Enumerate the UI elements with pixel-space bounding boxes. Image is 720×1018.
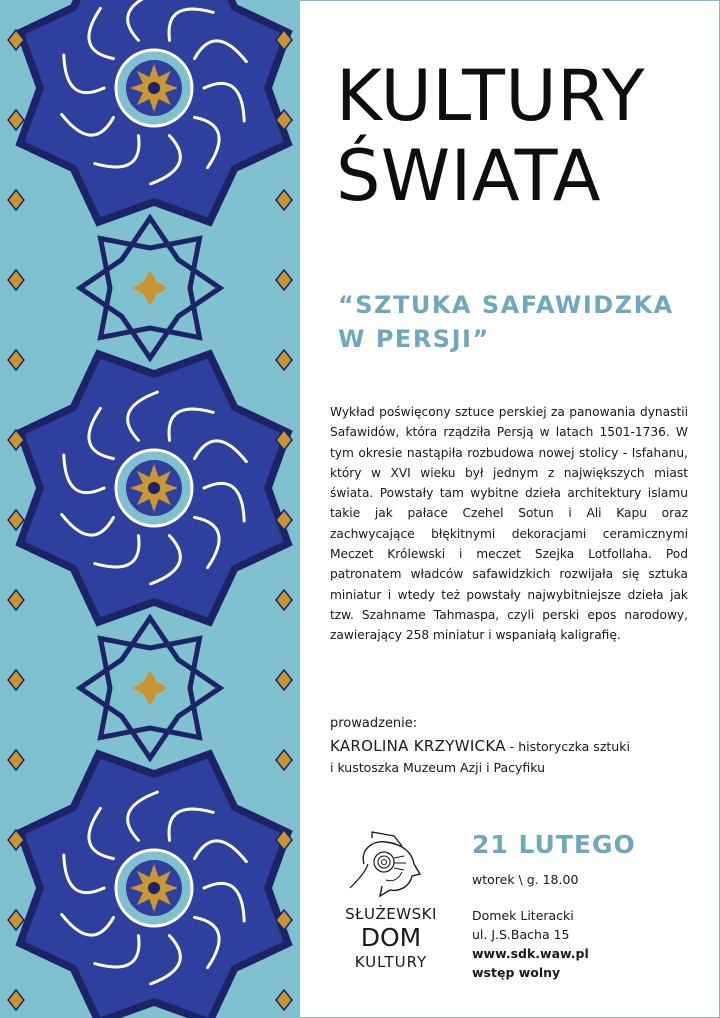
tile-rosette-center	[148, 482, 160, 494]
lecturer-role: - historyczka sztuki	[505, 739, 630, 754]
lecturer-name: KAROLINA KRZYWICKA	[330, 737, 506, 755]
entry-info: wstęp wolny	[472, 965, 561, 980]
lecturer-affiliation: i kustoszka Muzeum Azji i Pacyfiku	[330, 760, 546, 775]
lecture-title	[338, 288, 708, 356]
event-date: 21 LUTEGO	[472, 830, 636, 859]
lead-label: prowadzenie:	[330, 716, 418, 731]
poster-title	[336, 56, 645, 216]
lecture-title-line-1: “SZTUKA SAFAWIDZKA	[338, 291, 674, 319]
venue-name: Domek Literacki	[472, 908, 574, 923]
tile-rosette-center	[148, 82, 160, 94]
event-location	[472, 906, 589, 982]
title-line-2: ŚWIATA	[336, 135, 601, 217]
lecture-title-line-2: W PERSJI”	[338, 325, 490, 353]
tile-pattern-image	[0, 0, 300, 1018]
sdk-logo-icon	[342, 830, 438, 900]
website-link[interactable]: www.sdk.waw.pl	[472, 946, 589, 961]
lead-line-1	[330, 737, 710, 755]
lecture-description: Wykład poświęcony sztuce perskiej za panowania dynastii Safawidów, która rządziła Persją w latach 1501-1736. W tym okresie nastąpiła rozbudowa nowej stolicy - Isfahanu, który w XVI wieku był jednym z największych miast świata. Powstały tam wybitne dzieła architektury islamu takie jak pałace Czehel Sotun i Ali Kapu oraz zachwycające błękitnymi dekoracjami ceramicznymi Meczet Królewski i meczet Szejka Lotfollaha. Pod patronatem władców safawidzkich rozwijała się sztuka miniatur i wtedy też powstały najwybitniejsze dzieła jak tzw. Szahname Tahmaspa, czyli perski epos narodowy, zawierający 258 miniatur i wspaniałą kaligrafię.	[330, 405, 688, 643]
organizer-line-3: KULTURY	[354, 953, 428, 971]
organizer-name	[336, 904, 446, 972]
organizer-line-2: DOM	[360, 923, 422, 952]
tile-rosette-center	[148, 882, 160, 894]
event-time: wtorek \ g. 18.00	[472, 872, 579, 887]
venue-address: ul. J.S.Bacha 15	[472, 927, 570, 942]
content-panel	[300, 0, 720, 1018]
title-line-1: KULTURY	[336, 55, 646, 137]
organizer-line-1: SŁUŻEWSKI	[345, 905, 437, 923]
